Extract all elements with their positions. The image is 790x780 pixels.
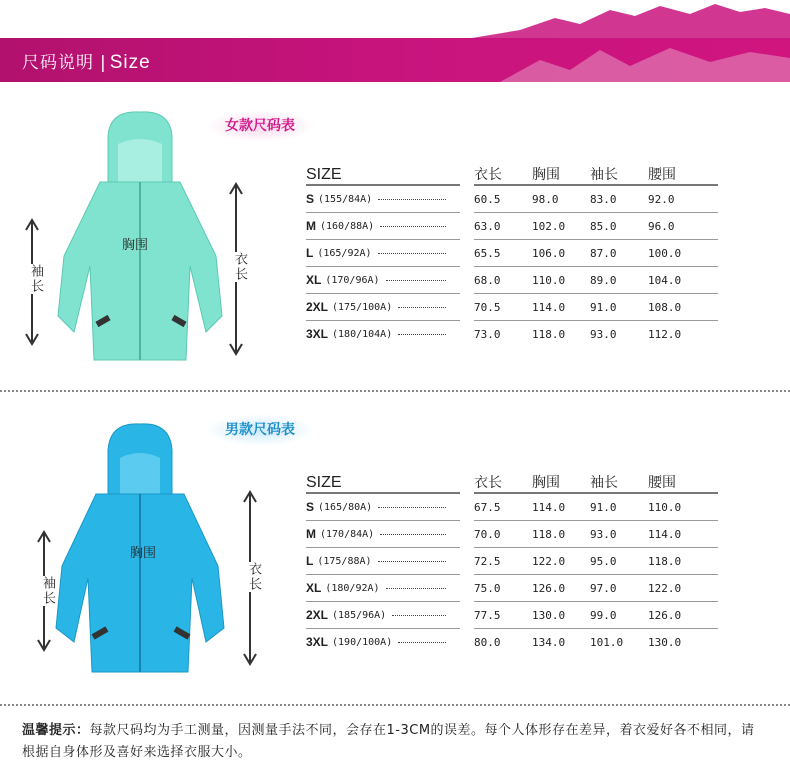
page-title [22, 48, 151, 74]
col-length: 衣长 [474, 158, 532, 185]
table-row: S (155/84A) 60.5 98.0 83.0 92.0 [306, 185, 718, 213]
table-row: L (175/88A) 72.5 122.0 95.0 118.0 [306, 548, 718, 575]
men-sleeve-label: 袖长 [40, 576, 55, 606]
note-text: 每款尺码均为手工测量，因测量手法不同，会存在1-3CM的误差。每个人体形存在差异，着衣爱好各不相同，请根据自身体形及喜好来选择衣服大小。 [22, 723, 755, 760]
table-row: XL (180/92A) 75.0 126.0 97.0 122.0 [306, 575, 718, 602]
men-chest-label: 胸围 [130, 546, 157, 561]
table-row: S (165/80A) 67.5 114.0 91.0 110.0 [306, 493, 718, 521]
men-table-title: 男款尺码表 [205, 414, 315, 446]
col-sleeve: 袖长 [590, 158, 648, 185]
table-row: L (165/92A) 65.5 106.0 87.0 100.0 [306, 240, 718, 267]
women-section [0, 100, 790, 400]
table-header-row [306, 466, 718, 493]
section-divider [0, 704, 790, 706]
note-label: 温馨提示： [22, 723, 90, 738]
table-row: 3XL (190/100A) 80.0 134.0 101.0 130.0 [306, 629, 718, 656]
col-size: SIZE [306, 466, 460, 493]
table-header-row [306, 158, 718, 185]
women-size-table [306, 158, 718, 347]
col-chest: 胸围 [532, 466, 590, 493]
table-row: M (160/88A) 63.0 102.0 85.0 96.0 [306, 213, 718, 240]
col-size: SIZE [306, 158, 460, 185]
size-note [22, 720, 762, 764]
men-size-table [306, 466, 718, 655]
page-title-en: Size [109, 52, 151, 73]
women-chest-label: 胸围 [122, 238, 149, 253]
table-row: 3XL (180/104A) 73.0 118.0 93.0 112.0 [306, 321, 718, 348]
women-length-label: 衣长 [232, 252, 247, 282]
table-row: 2XL (185/96A) 77.5 130.0 99.0 126.0 [306, 602, 718, 629]
table-row: M (170/84A) 70.0 118.0 93.0 114.0 [306, 521, 718, 548]
men-length-label: 衣长 [246, 562, 261, 592]
table-row: XL (170/96A) 68.0 110.0 89.0 104.0 [306, 267, 718, 294]
section-divider [0, 390, 790, 392]
col-length: 衣长 [474, 466, 532, 493]
table-row: 2XL (175/100A) 70.5 114.0 91.0 108.0 [306, 294, 718, 321]
col-waist: 腰围 [648, 466, 718, 493]
col-chest: 胸围 [532, 158, 590, 185]
mountain-decoration [460, 0, 790, 82]
women-sleeve-label: 袖长 [28, 264, 43, 294]
men-section [0, 410, 790, 710]
col-sleeve: 袖长 [590, 466, 648, 493]
col-waist: 腰围 [648, 158, 718, 185]
page-title-cn: 尺码说明 [22, 53, 94, 73]
title-separator: | [100, 53, 107, 73]
women-table-title: 女款尺码表 [205, 110, 315, 142]
